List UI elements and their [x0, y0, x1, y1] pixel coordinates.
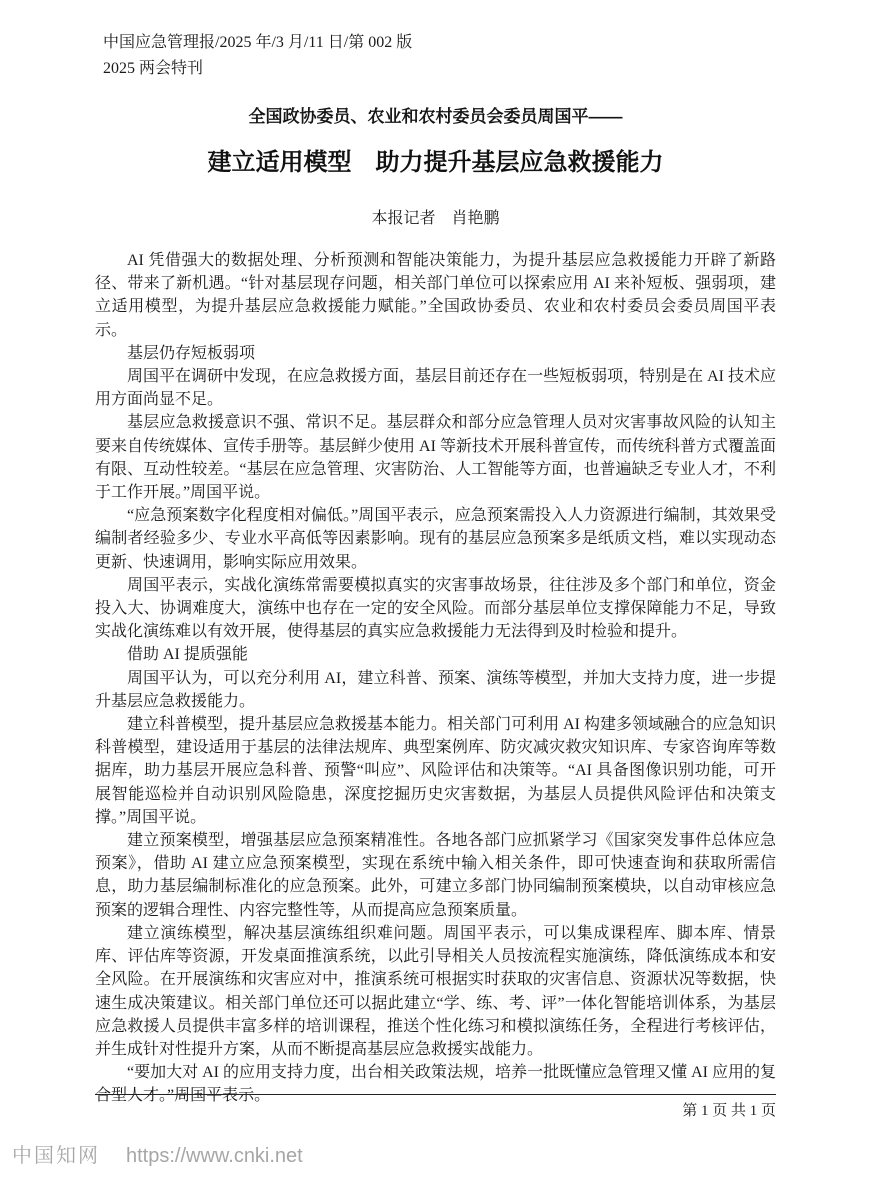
footer-divider — [95, 1094, 776, 1095]
article-paragraph: 建立科普模型，提升基层应急救援基本能力。相关部门可利用 AI 构建多领域融合的应急知识科普模型，建设适用于基层的法律法规库、典型案例库、防灾减灾救灾知识库、专家咨询库等数据库，助力基层开展应急科普、预警“叫应”、风险评估和决策等。“AI 具备图像识别功能，可开展智能巡检并自动识别风险隐患，深度挖掘历史灾害数据，为基层人员提供风险评估和决策支撑。”周国平说。 — [95, 716, 776, 826]
article-paragraph: “要加大对 AI 的应用支持力度，出台相关政策法规，培养一批既懂应急管理又懂 AI 应用的复合型人才。”周国平表示。 — [95, 1064, 776, 1105]
section-subhead: 借助 AI 提质强能 — [127, 646, 248, 664]
article-supertitle: 全国政协委员、农业和农村委员会委员周国平—— — [248, 107, 623, 126]
article-title: 建立适用模型 助力提升基层应急救援能力 — [207, 149, 664, 176]
article-byline: 本报记者 肖艳鹏 — [371, 210, 500, 227]
article-paragraph: 周国平认为，可以充分利用 AI，建立科普、预案、演练等模型，并加大支持力度，进一步提升基层应急救援能力。 — [95, 669, 776, 710]
edition-line: 2025 两会特刊 — [103, 60, 204, 77]
article-body — [95, 249, 776, 1108]
source-line: 中国应急管理报/2025 年/3 月/11 日/第 002 版 — [103, 34, 413, 51]
document-header — [103, 30, 412, 82]
article-paragraph: 建立预案模型，增强基层应急预案精准性。各地各部门应抓紧学习《国家突发事件总体应急预案》，借助 AI 建立应急预案模型，实现在系统中输入相关条件，即可快速查询和获取所需信息，助力基层编制标准化的应急预案。此外，可建立多部门协同编制预案模块，以自动审核应急预案的逻辑合理性、内容完整性等，从而提高应急预案质量。 — [95, 832, 776, 919]
page-number: 第 1 页 共 1 页 — [682, 1103, 776, 1119]
article-paragraph: 基层应急救援意识不强、常识不足。基层群众和部分应急管理人员对灾害事故风险的认知主要来自传统媒体、宣传手册等。基层鲜少使用 AI 等新技术开展科普宣传，而传统科普方式覆盖面有限、互动性较差。“基层在应急管理、灾害防治、人工智能等方面，也普遍缺乏专业人才，不利于工作开展。”周国平说。 — [95, 414, 776, 502]
article-paragraph: 建立演练模型，解决基层演练组织难问题。周国平表示，可以集成课程库、脚本库、情景库、评估库等资源，开发桌面推演系统，以此引导相关人员按流程实施演练，降低演练成本和安全风险。在开展演练和灾害应对中，推演系统可根据实时获取的灾害信息、资源状况等数据，快速生成决策建议。相关部门单位还可以据此建立“学、练、考、评”一体化智能培训体系，为基层应急救援人员提供丰富多样的培训课程，推送个性化练习和模拟演练任务，全程进行考核评估，并生成针对性提升方案，从而不断提高基层应急救援实战能力。 — [95, 924, 776, 1058]
article-paragraph: 周国平在调研中发现，在应急救援方面，基层目前还存在一些短板弱项，特别是在 AI 技术应用方面尚显不足。 — [95, 368, 776, 409]
article-paragraph: “应急预案数字化程度相对偏低。”周国平表示，应急预案需投入人力资源进行编制，其效果受编制者经验多少、专业水平高低等因素影响。现有的基层应急预案多是纸质文档，难以实现动态更新、快速调用，影响实际应用效果。 — [95, 507, 776, 571]
section-subhead: 基层仍存短板弱项 — [127, 344, 256, 362]
cnki-brand-text: 中国知网 — [12, 1145, 100, 1167]
article-paragraph: AI 凭借强大的数据处理、分析预测和智能决策能力，为提升基层应急救援能力开辟了新路径、带来了新机遇。“针对基层现存问题，相关部门单位可以探索应用 AI 来补短板、强弱项，建立适用模型，为提升基层应急救援能力赋能。”全国政协委员、农业和农村委员会委员周国平表示。 — [95, 252, 776, 339]
cnki-url-text: https://www.cnki.net — [126, 1145, 303, 1167]
cnki-watermark — [12, 1139, 303, 1168]
article-paragraph: 周国平表示，实战化演练常需要模拟真实的灾害事故场景，往往涉及多个部门和单位，资金投入大、协调难度大，演练中也存在一定的安全风险。而部分基层单位支撑保障能力不足，导致实战化演练难以有效开展，使得基层的真实应急救援能力无法得到及时检验和提升。 — [95, 576, 776, 641]
